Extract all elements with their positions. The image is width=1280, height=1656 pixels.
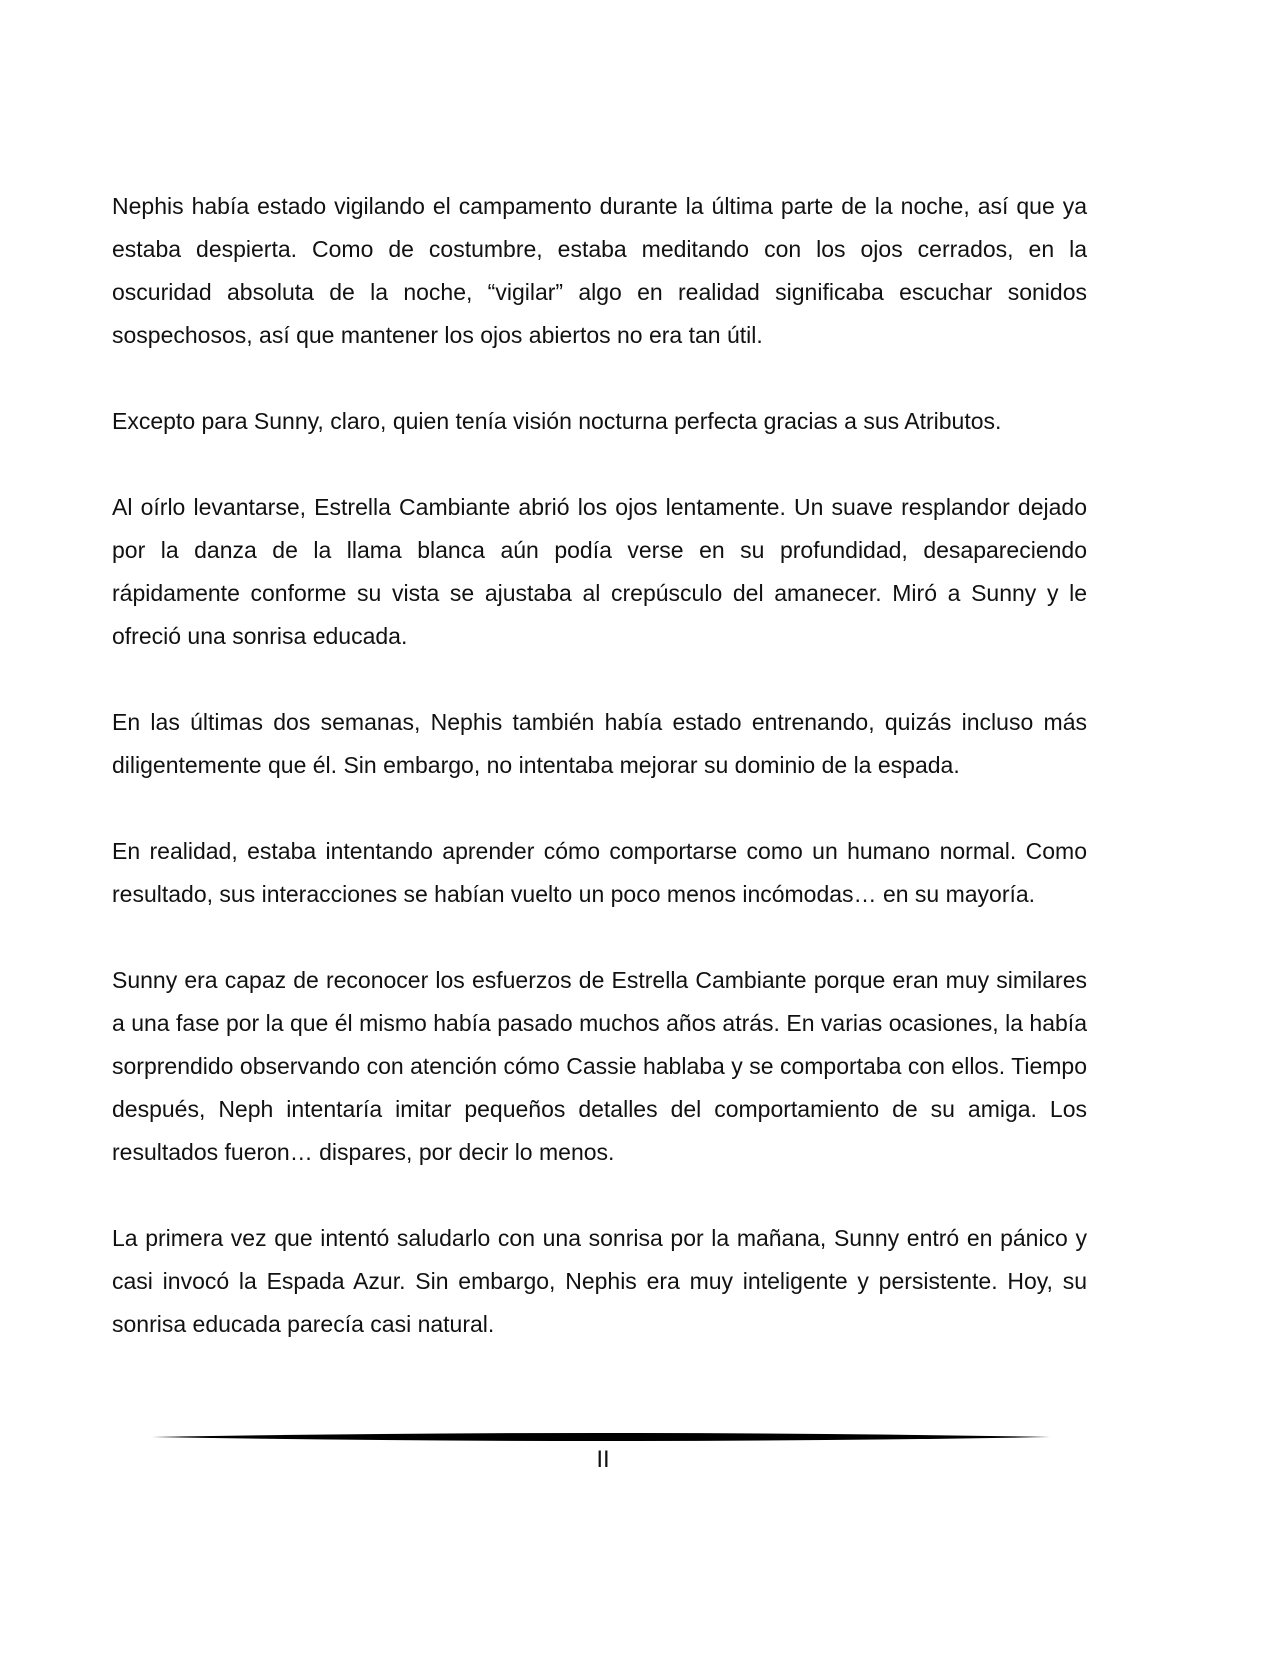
paragraph-7: La primera vez que intentó saludarlo con una sonrisa por la mañana, Sunny entró en pánico y casi invocó la Espada Azur. Sin embargo, Nephis era muy inteligente y persistente. Hoy, su sonrisa educada parecía casi natural. <box>112 1225 1087 1337</box>
paragraph-5: En realidad, estaba intentando aprender cómo comportarse como un humano normal. Como resultado, sus interacciones se habían vuelto un poco menos incómodas… en su mayoría. <box>112 838 1087 907</box>
paragraph-6: Sunny era capaz de reconocer los esfuerzos de Estrella Cambiante porque eran muy similares a una fase por la que él mismo había pasado muchos años atrás. En varias ocasiones, la había sorprendido observando con atención cómo Cassie hablaba y se comportaba con ellos. Tiempo después, Neph intentaría imitar pequeños detalles del comportamiento de su amiga. Los resultados fueron… dispares, por decir lo menos. <box>112 967 1087 1165</box>
paragraph-4: En las últimas dos semanas, Nephis también había estado entrenando, quizás incluso más diligentemente que él. Sin embargo, no intentaba mejorar su dominio de la espada. <box>112 709 1087 778</box>
paragraph-3: Al oírlo levantarse, Estrella Cambiante abrió los ojos lentamente. Un suave resplandor dejado por la danza de la llama blanca aún podía verse en su profundidad, desapareciendo rápidamente conforme su vista se ajustaba al crepúsculo del amanecer. Miró a Sunny y le ofreció una sonrisa educada. <box>112 494 1087 649</box>
paragraph-2: Excepto para Sunny, claro, quien tenía visión nocturna perfecta gracias a sus Atributos. <box>112 408 1002 434</box>
body-text <box>112 185 1087 1346</box>
page-number: II <box>596 1446 610 1473</box>
footer-divider <box>152 1430 1050 1444</box>
paragraph-1: Nephis había estado vigilando el campamento durante la última parte de la noche, así que ya estaba despierta. Como de costumbre, estaba meditando con los ojos cerrados, en la oscuridad absoluta de la noche, “vigilar” algo en realidad significaba escuchar sonidos sospechosos, así que mantener los ojos abiertos no era tan útil. <box>112 193 1087 348</box>
divider-swell <box>152 1433 1050 1441</box>
